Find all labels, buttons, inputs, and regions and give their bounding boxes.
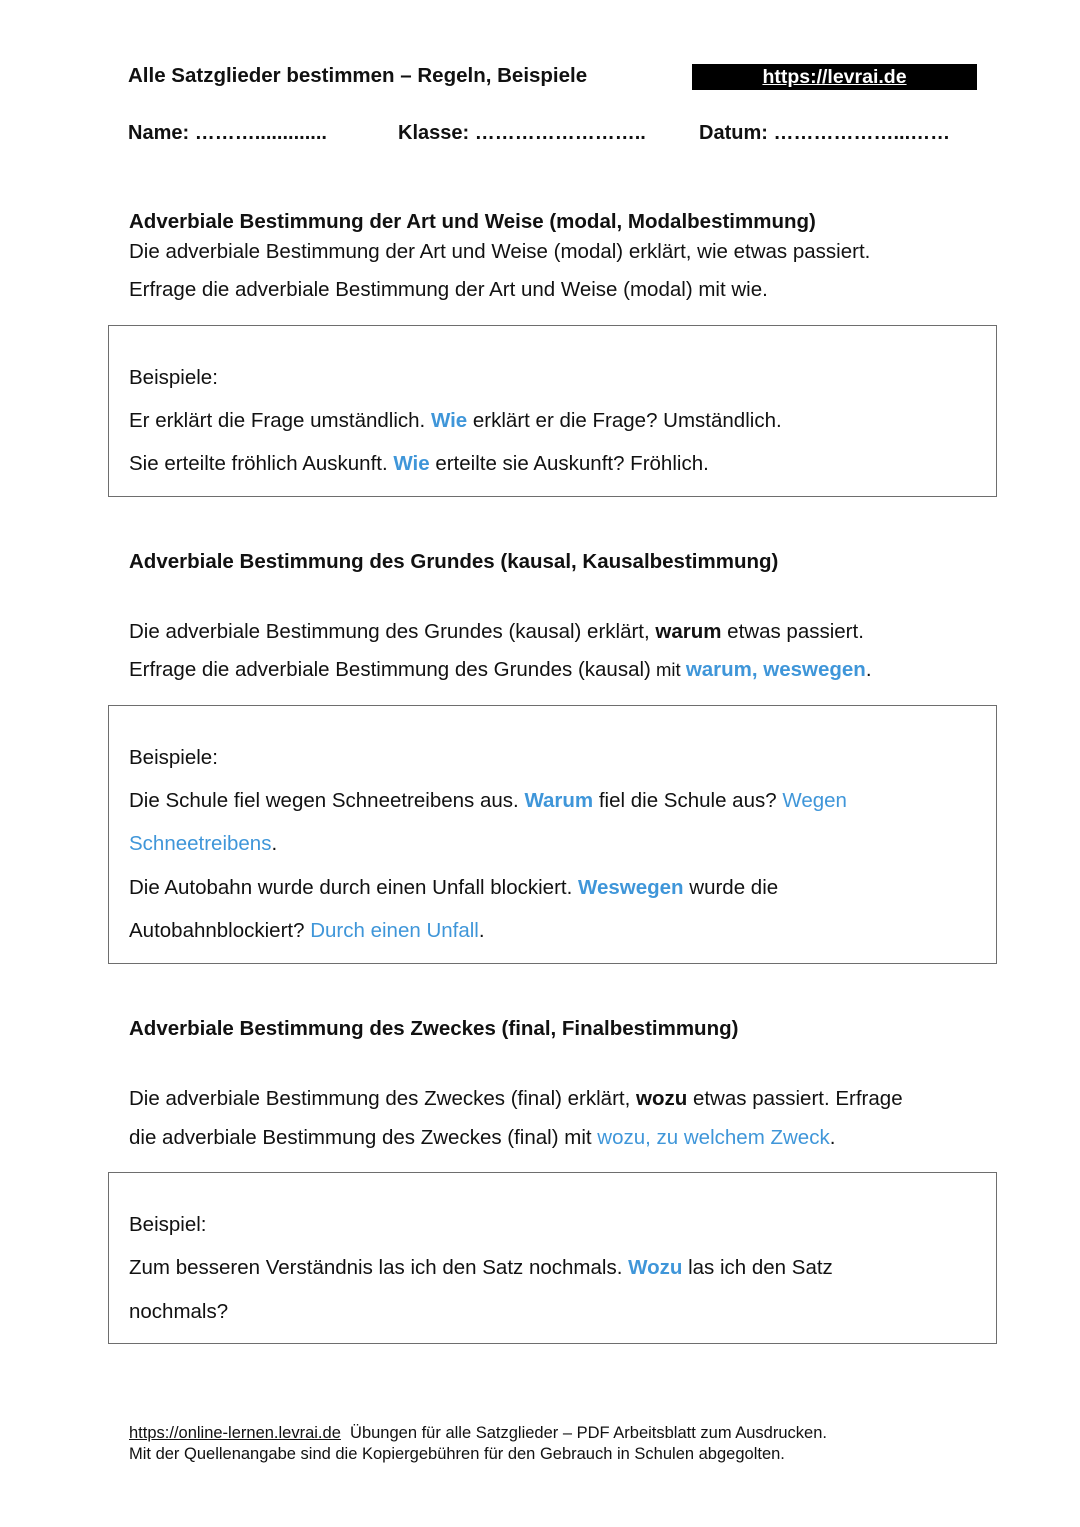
example-sentence-modal-2: Sie erteilte fröhlich Auskunft. Wie erteilte sie Auskunft? Fröhlich.	[129, 452, 709, 475]
question-word: Wie	[393, 452, 430, 475]
example-sentence-kausal-2-cont: Autobahnblockiert? Durch einen Unfall.	[129, 919, 485, 942]
example-sentence-kausal-1-cont: Schneetreibens.	[129, 832, 278, 855]
page-title: Alle Satzglieder bestimmen – Regeln, Beispiele	[128, 64, 588, 87]
key-word: warum	[655, 620, 722, 643]
rule-line-final-2: die adverbiale Bestimmung des Zweckes (final) mit wozu, zu welchem Zweck.	[129, 1126, 836, 1149]
question-word: Weswegen	[578, 876, 684, 899]
date-blank: ………………...……	[773, 122, 951, 144]
date-field[interactable]	[699, 122, 950, 145]
footer-link[interactable]: https://online-lernen.levrai.de	[129, 1424, 341, 1442]
answer-text: Wegen	[782, 789, 847, 812]
example-label-kausal: Beispiele:	[129, 746, 218, 769]
example-sentence-modal-1: Er erklärt die Frage umständlich. Wie erklärt er die Frage? Umständlich.	[129, 409, 782, 432]
footer-line-2: Mit der Quellenangabe sind die Kopiergebühren für den Gebrauch in Schulen abgegolten.	[129, 1445, 785, 1463]
section-heading-modal: Adverbiale Bestimmung der Art und Weise (modal, Modalbestimmung)	[129, 210, 816, 233]
example-label-final: Beispiel:	[129, 1213, 207, 1236]
section-heading-kausal: Adverbiale Bestimmung des Grundes (kausal, Kausalbestimmung)	[129, 550, 779, 573]
example-sentence-final-1-cont: nochmals?	[129, 1300, 229, 1323]
class-field[interactable]	[398, 122, 646, 145]
rule-line-kausal-2: Erfrage die adverbiale Bestimmung des Grundes (kausal) mit warum, weswegen.	[129, 658, 872, 681]
example-sentence-kausal-1: Die Schule fiel wegen Schneetreibens aus. Warum fiel die Schule aus? Wegen	[129, 789, 847, 812]
site-url-banner[interactable]: https://levrai.de	[692, 64, 977, 90]
rule-line-modal-2: Erfrage die adverbiale Bestimmung der Art und Weise (modal) mit wie.	[129, 278, 768, 301]
rule-line-modal-1: Die adverbiale Bestimmung der Art und Weise (modal) erklärt, wie etwas passiert.	[129, 240, 871, 263]
footer	[129, 1423, 827, 1465]
section-heading-final: Adverbiale Bestimmung des Zweckes (final, Finalbestimmung)	[129, 1017, 739, 1040]
answer-text: Durch einen Unfall	[310, 919, 479, 942]
name-blank: ……….............	[194, 122, 327, 144]
rule-line-kausal-1: Die adverbiale Bestimmung des Grundes (kausal) erklärt, warum etwas passiert.	[129, 620, 864, 643]
example-label-modal: Beispiele:	[129, 366, 218, 389]
key-word: wozu	[636, 1087, 688, 1110]
footer-line-1: https://online-lernen.levrai.de Übungen für alle Satzglieder – PDF Arbeitsblatt zum Ausdrucken.	[129, 1424, 827, 1442]
class-blank: ……………………..	[474, 122, 646, 144]
question-words: warum, weswegen	[685, 658, 866, 681]
question-word: Wozu	[628, 1256, 683, 1279]
name-label: Name:	[128, 122, 190, 144]
rule-line-final-1: Die adverbiale Bestimmung des Zweckes (final) erklärt, wozu etwas passiert. Erfrage	[129, 1087, 903, 1110]
class-label: Klasse:	[398, 122, 470, 144]
date-label: Datum:	[699, 122, 768, 144]
question-word: Warum	[524, 789, 594, 812]
name-field[interactable]	[128, 122, 327, 145]
example-sentence-final-1: Zum besseren Verständnis las ich den Satz nochmals. Wozu las ich den Satz	[129, 1256, 833, 1279]
example-sentence-kausal-2: Die Autobahn wurde durch einen Unfall blockiert. Weswegen wurde die	[129, 876, 779, 899]
question-word: Wie	[430, 409, 468, 432]
question-words: wozu, zu welchem Zweck	[597, 1126, 830, 1149]
answer-text: Schneetreibens	[129, 832, 272, 855]
